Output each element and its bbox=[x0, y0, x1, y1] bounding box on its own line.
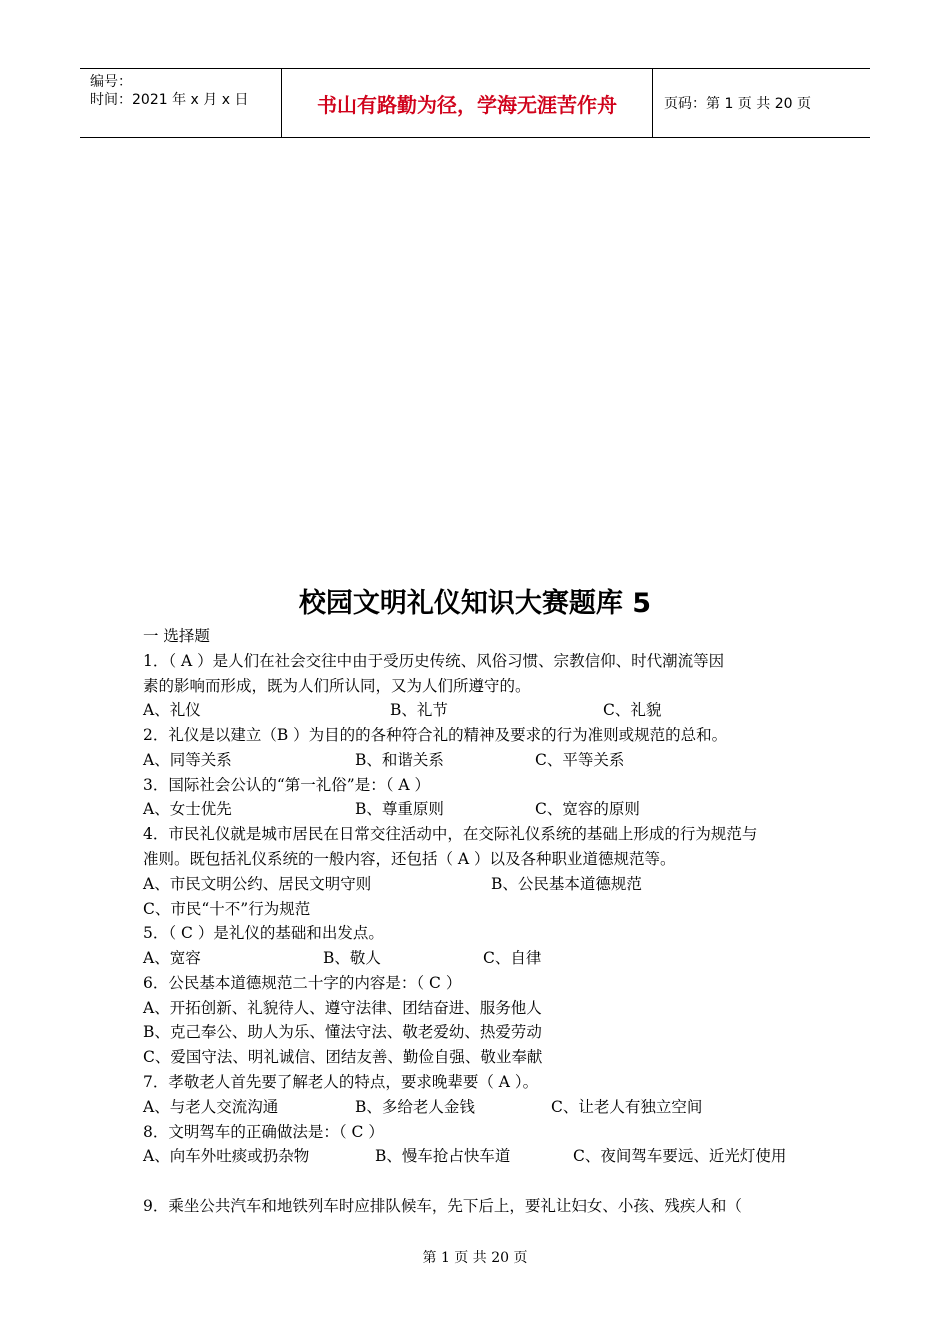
question-7-option-c: C、让老人有独立空间 bbox=[551, 1098, 703, 1116]
question-1-option-b: B、礼节 bbox=[390, 701, 448, 719]
question-1-option-a: A、礼仪 bbox=[143, 701, 201, 719]
question-3-option-a: A、女士优先 bbox=[143, 800, 232, 818]
question-7-option-b: B、多给老人金钱 bbox=[355, 1098, 475, 1116]
question-5-option-c: C、自律 bbox=[483, 949, 542, 967]
question-2-line-1: 2．礼仪是以建立（B ）为目的的各种符合礼的精神及要求的行为准则或规范的总和。 bbox=[143, 726, 728, 744]
question-8-option-b: B、慢车抢占快车道 bbox=[375, 1147, 511, 1165]
document-number-label: 编号： bbox=[90, 74, 132, 90]
question-7-option-a: A、与老人交流沟通 bbox=[143, 1098, 279, 1116]
question-3-option-c: C、宽容的原则 bbox=[535, 800, 640, 818]
header-page-info: 页码：第 1 页 共 20 页 bbox=[664, 96, 811, 112]
header-left-cell bbox=[80, 69, 282, 137]
question-5-line-1: 5．（ C ）是礼仪的基础和出发点。 bbox=[143, 924, 384, 942]
question-8-line-1: 8．文明驾车的正确做法是：（ C ） bbox=[143, 1123, 384, 1141]
question-9-line-1: 9．乘坐公共汽车和地铁列车时应排队候车，先下后上，要礼让妇女、小孩、残疾人和（ bbox=[143, 1197, 742, 1215]
question-4-option-c: C、市民“十不”行为规范 bbox=[143, 900, 311, 918]
question-6-line-1: 6．公民基本道德规范二十字的内容是：（ C ） bbox=[143, 974, 462, 992]
header-motto: 书山有路勤为径，学海无涯苦作舟 bbox=[282, 69, 653, 137]
question-4-line-2: 准则。既包括礼仪系统的一般内容，还包括（ A ）以及各种职业道德规范等。 bbox=[143, 850, 676, 868]
question-1-line-1: 1．（ A ）是人们在社会交往中由于受历史传统、风俗习惯、宗教信仰、时代潮流等因 bbox=[143, 652, 725, 670]
question-7-line-1: 7．孝敬老人首先要了解老人的特点，要求晚辈要（ A ）。 bbox=[143, 1073, 539, 1091]
document-title: 校园文明礼仪知识大赛题库 5 bbox=[298, 588, 652, 619]
question-1-option-c: C、礼貌 bbox=[603, 701, 662, 719]
question-4-option-a: A、市民文明公约、居民文明守则 bbox=[143, 875, 372, 893]
question-2-option-a: A、同等关系 bbox=[143, 751, 232, 769]
question-6-option-a: A、开拓创新、礼貌待人、遵守法律、团结奋进、服务他人 bbox=[143, 999, 542, 1017]
question-8-option-a: A、向车外吐痰或扔杂物 bbox=[143, 1147, 310, 1165]
question-1-line-2: 素的影响而形成，既为人们所认同，又为人们所遵守的。 bbox=[143, 677, 531, 695]
question-6-option-b: B、克己奉公、助人为乐、懂法守法、敬老爱幼、热爱劳动 bbox=[143, 1023, 542, 1041]
page-footer: 第 1 页 共 20 页 bbox=[422, 1250, 528, 1266]
question-2-option-b: B、和谐关系 bbox=[355, 751, 444, 769]
document-date-label: 时间：2021 年 x 月 x 日 bbox=[90, 92, 249, 108]
question-4-option-b: B、公民基本道德规范 bbox=[491, 875, 642, 893]
question-3-option-b: B、尊重原则 bbox=[355, 800, 444, 818]
question-4-line-1: 4．市民礼仪就是城市居民在日常交往活动中，在交际礼仪系统的基础上形成的行为规范与 bbox=[143, 825, 758, 843]
question-5-option-a: A、宽容 bbox=[143, 949, 201, 967]
question-5-option-b: B、敬人 bbox=[323, 949, 381, 967]
question-2-option-c: C、平等关系 bbox=[535, 751, 625, 769]
question-3-line-1: 3．国际社会公认的“第一礼俗”是：（ A ） bbox=[143, 776, 431, 794]
question-8-option-c: C、夜间驾车要远、近光灯使用 bbox=[573, 1147, 787, 1165]
section-heading: 一 选择题 bbox=[143, 627, 210, 645]
question-6-option-c: C、爱国守法、明礼诚信、团结友善、勤俭自强、敬业奉献 bbox=[143, 1048, 543, 1066]
header-table bbox=[80, 68, 870, 138]
